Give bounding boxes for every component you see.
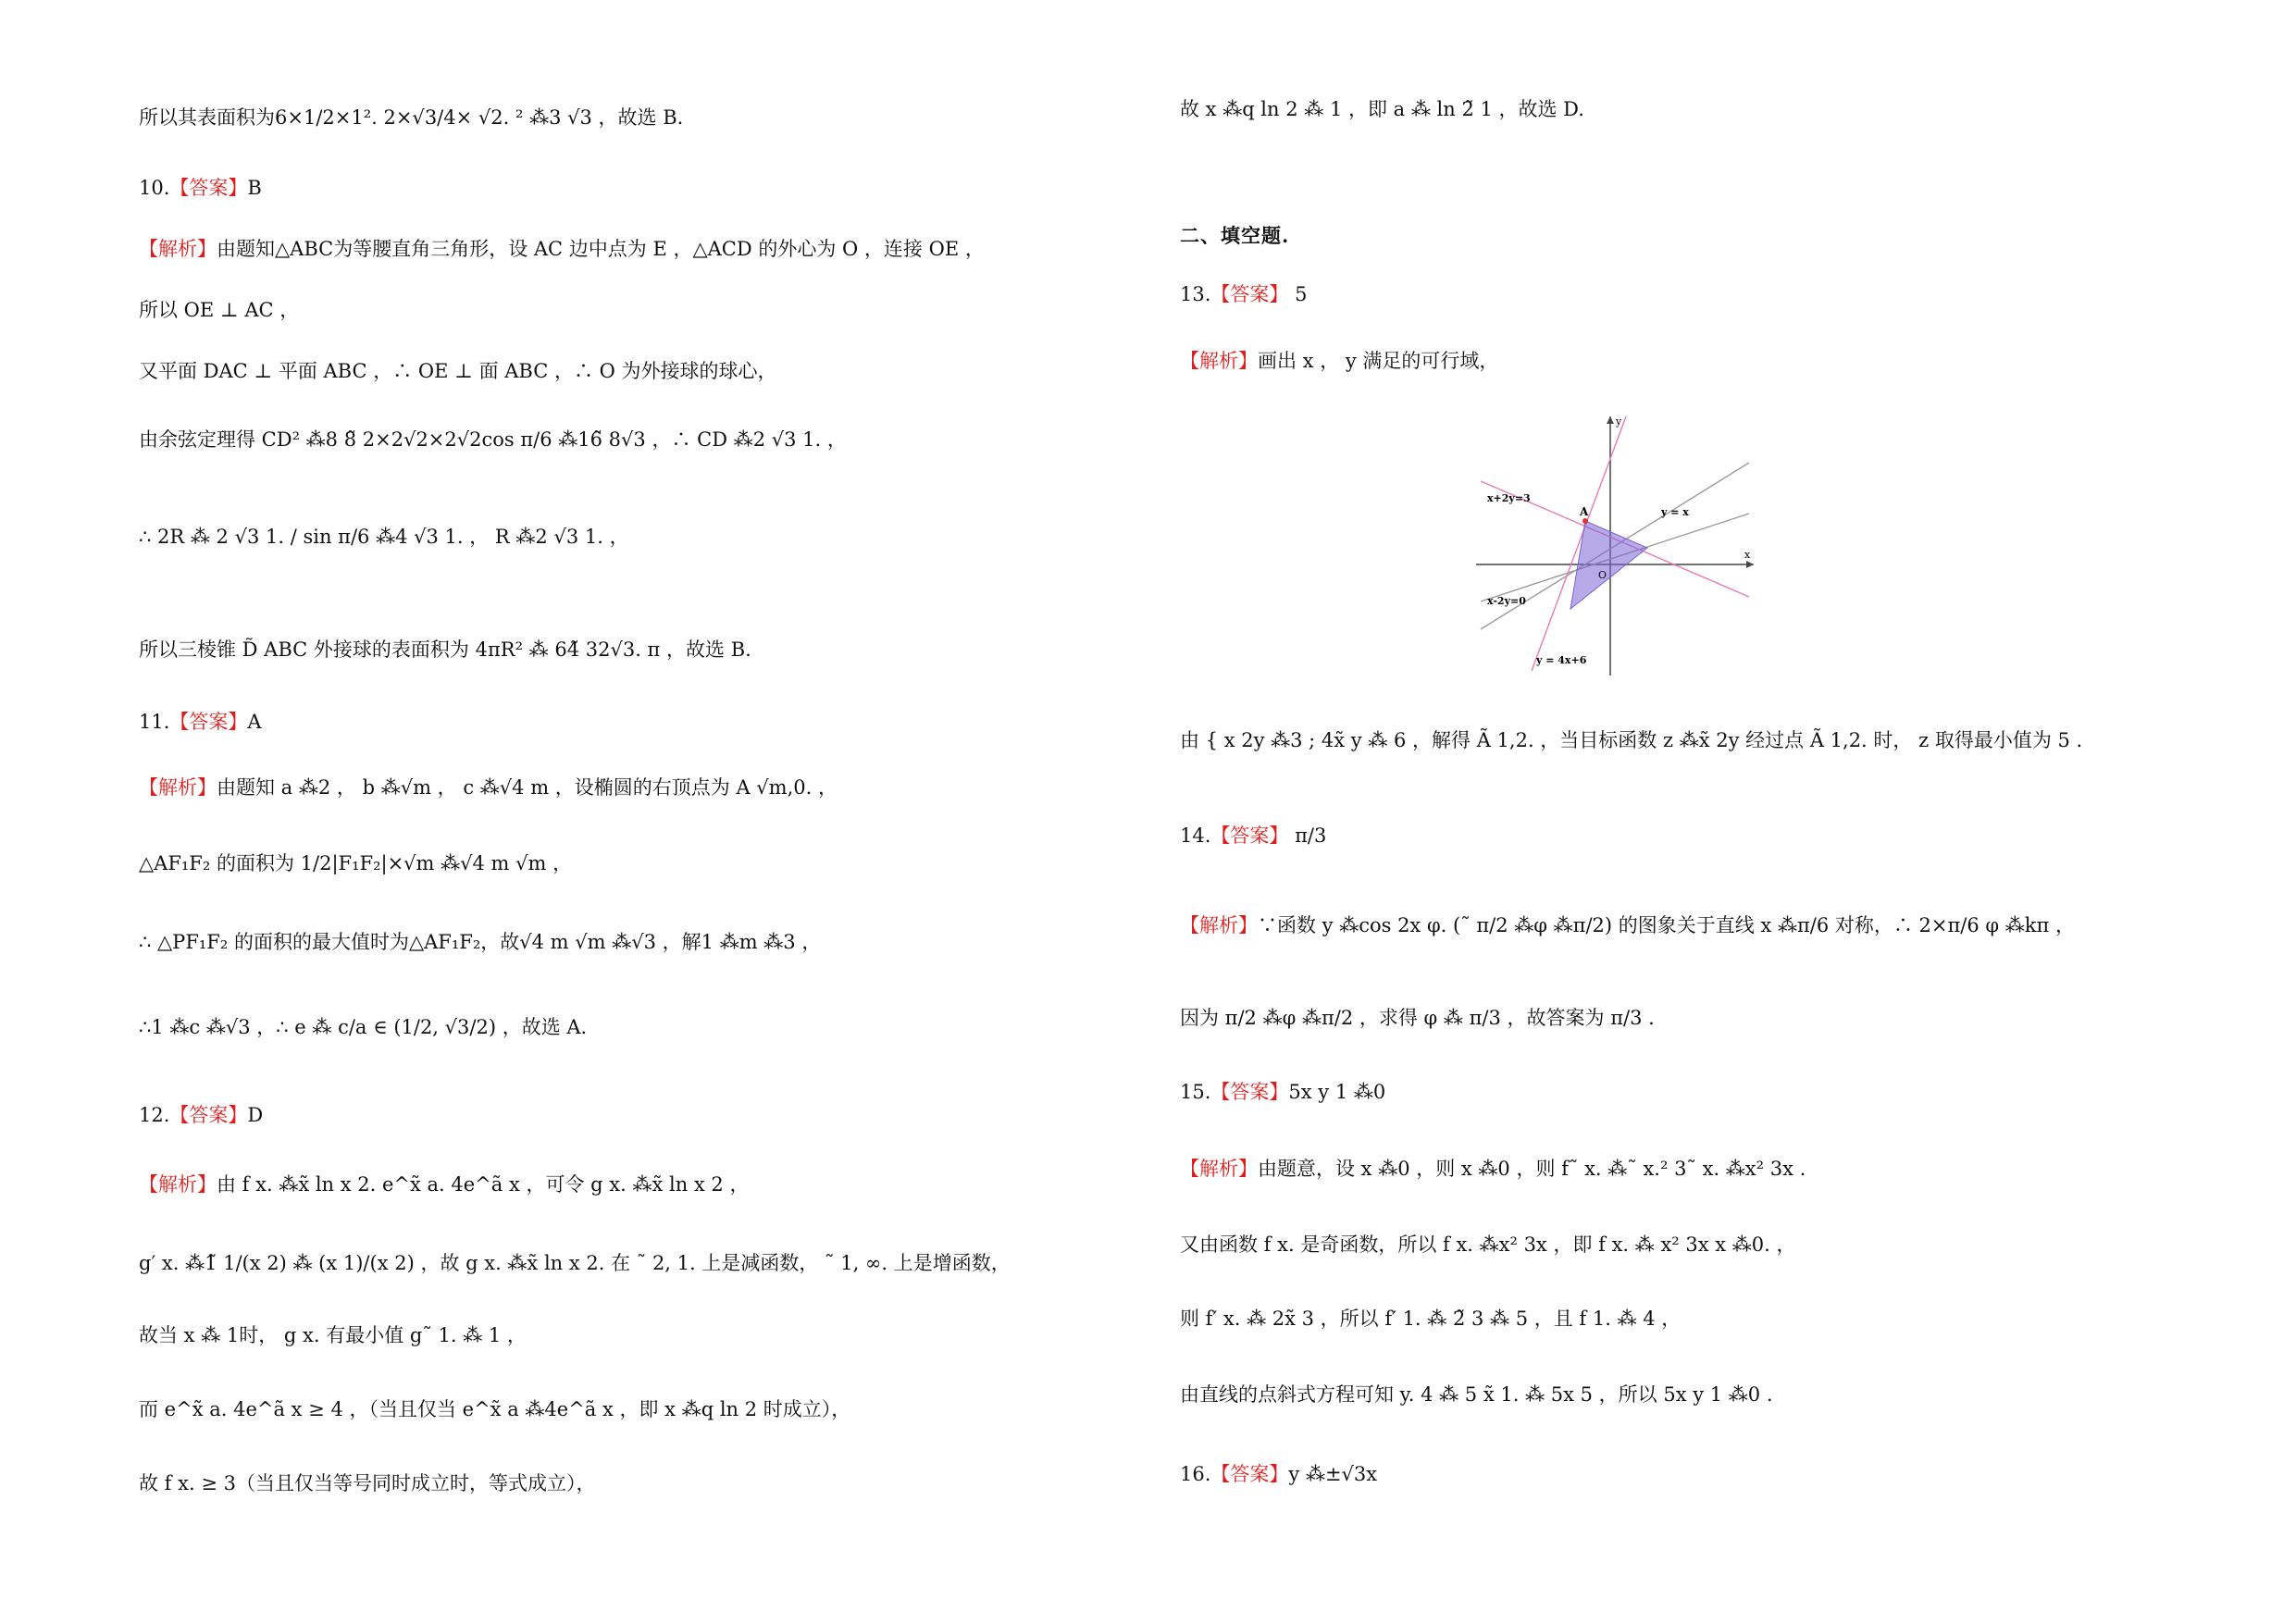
analysis-10: 【解析】由题知△ABC为等腰直角三角形，设 AC 边中点为 E ，△ACD 的外心为 O ，连接 OE ， xyxy=(139,238,985,260)
answer-value: π/3 xyxy=(1288,824,1327,847)
feasible-region-plot xyxy=(1476,412,1758,676)
answer-10 xyxy=(139,174,262,202)
x-axis-label: x xyxy=(1744,549,1751,561)
analysis-tag: 【解析】 xyxy=(1180,350,1258,372)
answer-tag: 【答案】 xyxy=(169,711,248,733)
label-y-equals-x: y = x xyxy=(1661,506,1689,518)
feasible-region-figure xyxy=(1476,412,1758,676)
question-number: 13. xyxy=(1180,283,1211,305)
line-l13: ∴1 ⁂c ⁂√3 ，∴ e ⁂ c/a ∈ (1/2, √3/2) ，故选 A. xyxy=(139,1016,588,1038)
answer-tag: 【答案】 xyxy=(1210,824,1289,847)
answer-tag: 【答案】 xyxy=(1210,1081,1289,1103)
answer-value: B xyxy=(247,177,262,199)
question-number: 10. xyxy=(139,177,170,199)
analysis-tag: 【解析】 xyxy=(139,1173,217,1196)
x-axis-arrow xyxy=(1746,561,1754,568)
answer-16 xyxy=(1180,1460,1377,1488)
answer-tag: 【答案】 xyxy=(1210,1463,1289,1485)
analysis-12: 【解析】由 f x. ⁂x̃ ln x 2. e^x̃ a. 4e^ã x ，可令 g x. ⁂x̃ ln x 2 ， xyxy=(139,1173,750,1196)
line-l11: △AF₁F₂ 的面积为 1/2|F₁F₂|×√m ⁂√4 m √m ， xyxy=(139,852,573,874)
line-l17: 故当 x ⁂ 1时， g x. 有最小值 g˜ 1. ⁂ 1 ， xyxy=(139,1324,527,1346)
answer-value: 5x y 1 ⁂0 xyxy=(1288,1081,1386,1103)
question-number: 15. xyxy=(1180,1081,1211,1103)
label-y-equals-4x-plus-6: y = 4x+6 xyxy=(1536,654,1587,666)
question-number: 12. xyxy=(139,1104,170,1126)
point-a-label: A xyxy=(1580,505,1589,518)
origin-label: O xyxy=(1598,569,1607,581)
line-l7: ∴ 2R ⁂ 2 √3 1. / sin π/6 ⁂4 √3 1. ， R ⁂2 √3 1. ， xyxy=(139,526,629,548)
line-r5: 由 { x 2y ⁂3 ; 4x̃ y ⁂ 6 ，解得 Ã 1,2. ，当目标函数 z ⁂x̃ 2y 经过点 Ã 1,2. 时， z 取得最小值为 5 . xyxy=(1180,729,2083,751)
analysis-tag: 【解析】 xyxy=(139,238,217,260)
label-x-plus-2y-3: x+2y=3 xyxy=(1487,492,1531,504)
analysis-tag: 【解析】 xyxy=(139,776,217,799)
y-axis-label: y xyxy=(1616,415,1622,428)
question-number: 14. xyxy=(1180,824,1211,847)
analysis-11: 【解析】由题知 a ⁂2 ， b ⁂√m ， c ⁂√4 m ，设椭圆的右顶点为 A √m,0. ， xyxy=(139,776,838,799)
line-l5: 又平面 DAC ⊥ 平面 ABC ，∴ OE ⊥ 面 ABC ，∴ O 为外接球的球心， xyxy=(139,360,777,382)
line-r12: 则 f′ x. ⁂ 2x̃ 3 ，所以 f′ 1. ⁂ 2̃ 3 ⁂ 5 ，且 f 1. ⁂ 4 ， xyxy=(1180,1308,1682,1330)
section-heading: 二、填空题. xyxy=(1180,224,1290,247)
line-l18: 而 e^x̃ a. 4e^ã x ≥ 4 ，（当且仅当 e^x̃ a ⁂4e^ã x ，即 x ⁂q ln 2 时成立）， xyxy=(139,1398,851,1420)
answer-value: 5 xyxy=(1288,283,1308,305)
line-r8: 因为 π/2 ⁂φ ⁂π/2 ，求得 φ ⁂ π/3 ，故答案为 π/3 . xyxy=(1180,1007,1655,1029)
answer-value: A xyxy=(247,711,262,733)
line-l12: ∴ △PF₁F₂ 的面积的最大值时为△AF₁F₂，故√4 m √m ⁂√3 ，解1 ⁂m ⁂3 ， xyxy=(139,931,822,953)
answer-tag: 【答案】 xyxy=(169,1104,248,1126)
line-l1: 所以其表面积为6×1/2×1². 2×√3/4× √2. ² ⁂3 √3 ，故选 B. xyxy=(139,106,684,129)
line-l4: 所以 OE ⊥ AC ， xyxy=(139,299,300,321)
line-l19: 故 f x. ≥ 3（当且仅当等号同时成立时，等式成立）， xyxy=(139,1472,596,1494)
answer-13 xyxy=(1180,280,1307,308)
point-a xyxy=(1582,518,1588,524)
line-l16: g′ x. ⁂1̃ 1/(x 2) ⁂ (x 1)/(x 2) ，故 g x. ⁂x̃ ln x 2. 在 ˜ 2, 1. 上是减函数， ˜ 1, ∞. 上是增函数， xyxy=(139,1252,1011,1274)
answer-tag: 【答案】 xyxy=(169,177,248,199)
answer-tag: 【答案】 xyxy=(1210,283,1289,305)
answer-11 xyxy=(139,708,262,736)
analysis-tag: 【解析】 xyxy=(1180,1158,1258,1180)
answer-value: D xyxy=(247,1104,264,1126)
line-l6: 由余弦定理得 CD² ⁂8 8̃ 2×2√2×2√2cos π/6 ⁂16̃ 8√3 ，∴ CD ⁂2 √3 1. ， xyxy=(139,428,847,451)
question-number: 16. xyxy=(1180,1463,1211,1485)
question-number: 11. xyxy=(139,711,170,733)
analysis-14: 【解析】∵函数 y ⁂cos 2x φ. (˜ π/2 ⁂φ ⁂π/2) 的图象关于直线 x ⁂π/6 对称，∴ 2×π/6 φ ⁂kπ ， xyxy=(1180,914,2076,936)
line-r1: 故 x ⁂q ln 2 ⁂ 1 ，即 a ⁂ ln 2̃ 1 ，故选 D. xyxy=(1180,98,1584,120)
line-l8: 所以三棱锥 D̃ ABC 外接球的表面积为 4πR² ⁂ 64̃ 32√3. π ，故选 B. xyxy=(139,638,751,661)
answer-15 xyxy=(1180,1078,1385,1106)
label-x-minus-2y-0: x-2y=0 xyxy=(1487,595,1526,607)
analysis-15: 【解析】由题意，设 x ⁂0 ，则 x ⁂0 ，则 f˜ x. ⁂˜ x.² 3˜ x. ⁂x² 3x . xyxy=(1180,1158,1806,1180)
answer-value: y ⁂±√3x xyxy=(1288,1463,1378,1485)
line-r11: 又由函数 f x. 是奇函数，所以 f x. ⁂x² 3x ，即 f x. ⁂ x² 3x x ⁂0. ， xyxy=(1180,1233,1796,1256)
analysis-tag: 【解析】 xyxy=(1180,914,1258,936)
answer-14 xyxy=(1180,822,1326,849)
y-axis-arrow xyxy=(1607,416,1614,424)
analysis-13: 【解析】画出 x ， y 满足的可行域， xyxy=(1180,350,1499,372)
answer-12 xyxy=(139,1101,263,1129)
line-r13: 由直线的点斜式方程可知 y. 4 ⁂ 5 x̃ 1. ⁂ 5x 5 ，所以 5x y 1 ⁂0 . xyxy=(1180,1383,1773,1406)
